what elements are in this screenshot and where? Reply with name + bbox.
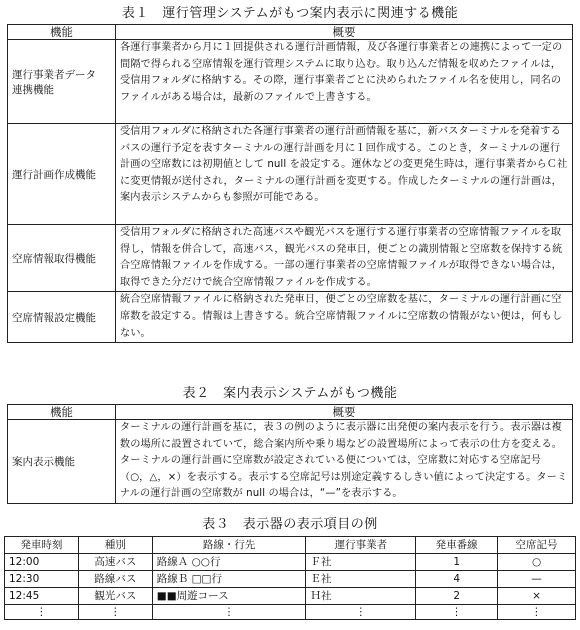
bus-type: 高速バス <box>78 554 152 571</box>
bus-type: 観光バス <box>78 588 152 605</box>
route-destination: 路線Ａ ○○行 <box>152 554 306 571</box>
function-label: 運行事業者データ <box>12 68 96 81</box>
ellipsis: ⋮ <box>306 605 416 620</box>
table3-row <box>5 588 576 605</box>
seat-symbol: × <box>498 588 576 605</box>
table3-row <box>5 554 576 571</box>
table3-ellipsis-row <box>5 605 576 620</box>
table1-summary-cell: 統合空席情報ファイルに格納された発車日，便ごとの空席数を基に，ターミナルの運行計画に空席数を設定する。情報は上書きする。統合空席情報ファイルに空席数の情報がない便は，何もしない。 <box>115 292 572 343</box>
table1-row <box>8 292 573 343</box>
bus-type: 路線バス <box>78 571 152 588</box>
table1-function-cell: 運行計画作成機能 <box>8 124 116 225</box>
ellipsis: ⋮ <box>5 605 79 620</box>
operator: Ｆ社 <box>306 554 416 571</box>
platform-number: 1 <box>416 554 498 571</box>
table1-col-summary: 概要 <box>115 25 572 40</box>
table1-row <box>8 124 573 225</box>
table3-header-cell: 運行事業者 <box>306 537 416 554</box>
table2-header-row <box>8 405 573 420</box>
ellipsis: ⋮ <box>498 605 576 620</box>
route-destination: 路線Ｂ □□行 <box>152 571 306 588</box>
operator: Ｅ社 <box>306 571 416 588</box>
route-destination: ■■周遊コース <box>152 588 306 605</box>
table2-row <box>8 420 573 504</box>
operator: Ｈ社 <box>306 588 416 605</box>
table1-header-row <box>8 25 573 40</box>
table2 <box>7 404 573 504</box>
table1-summary-cell: 受信用フォルダに格納された各運行事業者の運行計画情報を基に，新バスターミナルを発着するバスの運行予定を表すターミナルの運行計画を月に１回作成する。このとき，ターミナルの運行計画の空席数には初期値として null を設定する。運休などの変更発生時は，運行事業者からＣ社に変更情報が送付され，ターミナルの運行計画を変更する。作成したターミナルの運行計画は，案内表示システムからも参照が可能である。 <box>115 124 572 225</box>
departure-time: 12:30 <box>5 571 79 588</box>
table2-caption: 表２ 案内表示システムがもつ機能 <box>182 386 398 401</box>
table1-function-cell <box>8 40 116 124</box>
seat-symbol: ○ <box>498 554 576 571</box>
table1-row <box>8 40 573 124</box>
departure-time: 12:45 <box>5 588 79 605</box>
table1-summary-cell: 各運行事業者から月に１回提供される運行計画情報，及び各運行事業者との連携によって一定の間隔で得られる空席情報を運行管理システムに取り込む。取り込んだ情報を収めたファイルは，受信用フォルダに格納する。その際，運行事業者ごとに決められたファイル名を使用し，同名のファイルがある場合は，最新のファイルで上書きする。 <box>115 40 572 124</box>
table2-col-summary: 概要 <box>115 405 572 420</box>
ellipsis: ⋮ <box>416 605 498 620</box>
platform-number: 4 <box>416 571 498 588</box>
table3 <box>4 536 576 620</box>
table1 <box>7 24 573 343</box>
table1-function-cell: 空席情報取得機能 <box>8 225 116 292</box>
table3-header-cell: 発車時刻 <box>5 537 79 554</box>
table1-function-cell: 空席情報設定機能 <box>8 292 116 343</box>
table1-row <box>8 225 573 292</box>
seat-symbol: — <box>498 571 576 588</box>
table2-function-cell: 案内表示機能 <box>8 420 116 504</box>
table3-header-cell: 発車番線 <box>416 537 498 554</box>
ellipsis: ⋮ <box>152 605 306 620</box>
ellipsis: ⋮ <box>78 605 152 620</box>
table3-row <box>5 571 576 588</box>
table1-caption: 表１ 運行管理システムがもつ案内表示に関連する機能 <box>121 6 459 21</box>
table2-col-function: 機能 <box>8 405 116 420</box>
table3-header-row <box>5 537 576 554</box>
table3-header-cell: 種別 <box>78 537 152 554</box>
table1-summary-cell: 受信用フォルダに格納された高速バスや観光バスを運行する運行事業者の空席情報ファイルを取得し，情報を併合して，高速バス，観光バスの発車日，便ごとの識別情報と空席数を保持する統合空席情報ファイルを作成する。一部の運行事業者の空席情報ファイルが取得できない場合は，取得できた分だけで統合空席情報ファイルを作成する。 <box>115 225 572 292</box>
function-label-line2: 連携機能 <box>12 83 54 96</box>
table3-header-cell: 空席記号 <box>498 537 576 554</box>
departure-time: 12:00 <box>5 554 79 571</box>
table3-caption: 表３ 表示器の表示項目の例 <box>202 517 378 532</box>
table1-col-function: 機能 <box>8 25 116 40</box>
table3-header-cell: 路線・行先 <box>152 537 306 554</box>
table2-summary-cell: ターミナルの運行計画を基に，表３の例のように表示器に出発便の案内表示を行う。表示器は複数の場所に設置されていて，総合案内所や乗り場などの設置場所によって表示の仕方を変える。ターミナルの運行計画に空席数が設定されている便については，空席数に対応する空席記号（○，△，×）を表示する。表示する空席記号は別途定義するしきい値によって決定する。ターミナルの運行計画の空席数が null の場合は，“—”を表示する。 <box>115 420 572 504</box>
platform-number: 2 <box>416 588 498 605</box>
